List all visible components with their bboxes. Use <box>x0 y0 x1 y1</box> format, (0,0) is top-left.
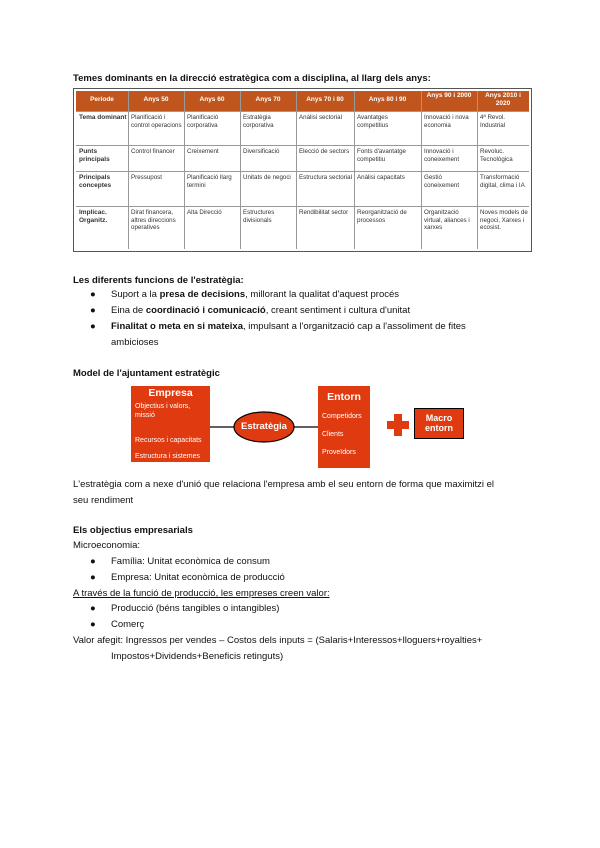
table-cell: Avantatges competitius <box>357 114 389 129</box>
empresa-item: Estructura i sistemes <box>135 453 200 460</box>
header-col: Anys 90 i 2000 <box>426 92 472 99</box>
table-cell: Elecció de sectors <box>299 148 350 155</box>
bullet-icon: ● <box>90 289 96 300</box>
table-cell: Estratègia corporativa <box>243 114 274 129</box>
table-cell: Dirat financera, altres direccions operatives <box>131 209 176 231</box>
table-cell: Estructures divisionals <box>243 209 275 224</box>
micro-item: Empresa: Unitat econòmica de producció <box>111 572 285 583</box>
functions-title: Les diferents funcions de l'estratègia: <box>73 275 244 286</box>
row-label: Implicac. Organitz. <box>79 209 108 224</box>
table-cell: Fonts d'avantatge competitiu <box>357 148 406 163</box>
table-cell: Control financer <box>131 148 175 155</box>
bullet-icon: ● <box>90 556 96 567</box>
table-cell: Planificació corporativa <box>187 114 219 129</box>
micro-label: Microeconomia: <box>73 540 141 551</box>
row-label: Principals conceptes <box>79 174 112 189</box>
empresa-title: Empresa <box>148 387 193 399</box>
table-cell: Revoluc. Tecnològica <box>480 148 513 163</box>
estrategia-label: Estratègia <box>241 421 287 432</box>
table-cell: Transformació digital, clima i IA <box>480 174 525 189</box>
dominant-themes-table <box>73 88 532 252</box>
micro-item: Família: Unitat econòmica de consum <box>111 556 270 567</box>
bullet-icon: ● <box>90 572 96 583</box>
bullet-icon: ● <box>90 603 96 614</box>
bullet-icon: ● <box>90 321 96 332</box>
model-title: Model de l'ajuntament estratègic <box>73 368 220 379</box>
table-cell: Reorganització de processos <box>357 209 407 224</box>
valor-afegit-line1: Valor afegit: Ingressos per vendes – Costos dels inputs = (Salaris+Interessos+lloguers+royalties+ <box>73 635 483 646</box>
plus-icon <box>386 413 410 437</box>
value-item: Comerç <box>111 619 145 630</box>
entorn-box <box>318 386 370 468</box>
value-item: Producció (béns tangibles o intangibles) <box>111 603 280 614</box>
model-caption-1: L'estratègia com a nexe d'unió que relaciona l'empresa amb el seu entorn de forma que maximitzi el <box>73 479 495 490</box>
table-cell: Innovació i nova economia <box>424 114 469 129</box>
empresa-box-lower <box>131 436 210 462</box>
entorn-title: Entorn <box>327 391 361 403</box>
header-period: Període <box>90 96 114 103</box>
empresa-item: Objectius i valors, missió <box>135 403 191 419</box>
value-creation-heading: A través de la funció de producció, les empreses creen valor: <box>73 588 330 599</box>
empresa-box <box>131 386 210 436</box>
macro-entorn-box <box>414 408 464 439</box>
table-cell: Noves models de negoci, Xarxes i ecosist. <box>480 209 528 231</box>
header-col: Anys 80 i 90 <box>368 96 407 103</box>
bullet-icon: ● <box>90 619 96 630</box>
bullet-icon: ● <box>90 305 96 316</box>
table-cell: Innovació i coneixement <box>424 148 460 163</box>
table-cell: Gestió coneixement <box>424 174 460 189</box>
table-cell: Anàlisi sectorial <box>299 114 342 121</box>
function-item: Eina de coordinació i comunicació, creant sentiment i cultura d'unitat <box>111 305 411 316</box>
table-cell: Creixement <box>187 148 219 155</box>
table-cell: Organització virtual, aliances i xarxes <box>424 209 470 231</box>
table-cell: 4ª Revol. Industrial <box>480 114 506 129</box>
table-cell: Planificació i control operacions <box>131 114 182 129</box>
table-cell: Rendibilitat sector <box>299 209 349 216</box>
macro-entorn-label: Macro entorn <box>425 413 453 433</box>
table-cell: Pressupost <box>131 174 162 181</box>
header-col: Anys 2010 i 2020 <box>485 92 521 107</box>
empresa-item: Recursos i capacitats <box>135 437 202 444</box>
header-col: Anys 60 <box>199 96 225 103</box>
table-title: Temes dominants en la direcció estratègica com a disciplina, al llarg dels anys: <box>73 73 431 84</box>
function-item: Suport a la presa de decisions, millorant la qualitat d'aquest procés <box>111 289 400 300</box>
entorn-item: Proveïdors <box>322 449 356 456</box>
function-item: Finalitat o meta en si mateixa, impulsant a l'organització cap a l'assoliment de fites <box>111 321 466 332</box>
header-col: Anys 70 <box>255 96 281 103</box>
row-label: Punts principals <box>79 148 110 163</box>
valor-afegit-line2: Impostos+Dividends+Beneficis retinguts) <box>111 651 284 662</box>
table-cell: Alta Direcció <box>187 209 222 216</box>
objectives-title: Els objectius empresarials <box>73 525 193 536</box>
table-cell: Estructura sectorial <box>299 174 352 181</box>
header-col: Anys 70 i 80 <box>306 96 344 103</box>
table-cell: Diversificació <box>243 148 280 155</box>
entorn-item: Competidors <box>322 413 362 420</box>
table-cell: Anàlisi capacitats <box>357 174 405 181</box>
entorn-item: Clients <box>322 431 344 438</box>
model-caption-2: seu rendiment <box>73 495 134 506</box>
header-col: Anys 50 <box>143 96 169 103</box>
function-continuation: ambicioses <box>111 337 159 348</box>
table-cell: Planificació llarg termini <box>187 174 232 189</box>
row-label: Tema dominant <box>79 114 127 121</box>
table-cell: Unitats de negoci <box>243 174 291 181</box>
